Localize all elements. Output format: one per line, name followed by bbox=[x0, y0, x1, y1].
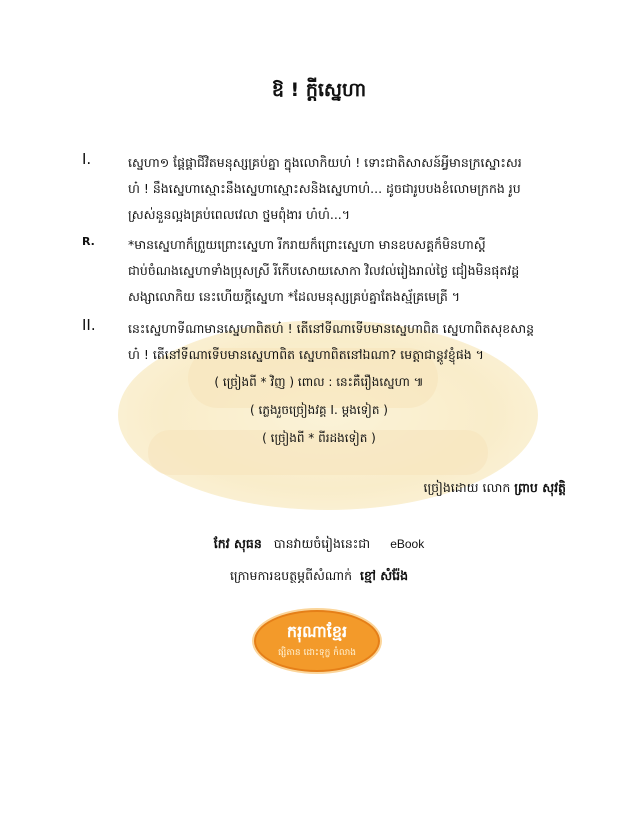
verse-text bbox=[128, 316, 562, 368]
singer-prefix: ច្រៀងដោយ លោក bbox=[423, 480, 511, 495]
typist-name: កែវ សុធន bbox=[213, 536, 262, 551]
verse-text bbox=[128, 150, 562, 228]
lyric-note: ( ច្រៀងពី * ពីរដងទៀត ) bbox=[262, 431, 376, 445]
verse-line: ហ៎ ! តើនៅទីណាទើបមានស្នេហាពិត ស្នេហាពិតនៅឯណា? មេត្តាជាន្តូវខ្ញុំផង ។ bbox=[128, 347, 484, 362]
format-label: eBook bbox=[390, 537, 425, 551]
verse-line: ស្នេហា១ ផ្តែផ្តាជីវិតមនុស្សគ្រប់គ្នា ក្នុងលោកិយហ៎ ! ទោះជាតិសាសន៍អ្វីមានក្រស្នោះសរ bbox=[128, 155, 522, 170]
logo-subtitle: ផ្សិតាន ដោះទុក្ខ កំលាង bbox=[277, 648, 357, 658]
singer-name: ព្រាប សុវត្តិ bbox=[514, 480, 566, 495]
verse-line: ស្រស់នួនល្អងគ្រប់ពេលវេលា ថ្នមពុំងារ ហ៎ហ៎...។ bbox=[128, 207, 351, 222]
typist-text: បានវាយចំរៀងនេះជា bbox=[273, 536, 371, 551]
karuna-khmer-logo bbox=[254, 610, 380, 672]
page-title: ឱ ! ក្តីស្នេហា bbox=[271, 79, 367, 101]
logo-title: ករុណាខ្មែរ bbox=[286, 622, 348, 641]
supervision-credit bbox=[0, 568, 638, 587]
verse-marker: I. bbox=[82, 150, 92, 168]
lyric-note: ( ច្រៀងពី * វិញ ) ពោល : នេះគឺរឿងស្នេហា ៕ bbox=[214, 375, 424, 389]
refrain-line: *មានស្នេហាក៏ព្រួយព្រោះស្នេហា រីករាយក៏ព្រោះស្នេហា មានឧបសគ្គក៏មិនហាស្តី bbox=[128, 237, 486, 252]
singer-credit bbox=[423, 480, 566, 499]
supervisor-name: ខ្មៅ សំរ៉ែង bbox=[360, 568, 409, 583]
refrain-marker: R. bbox=[82, 235, 95, 248]
lyric-note: ( ភ្លេងរួចច្រៀងវគ្គ I. ម្តងទៀត ) bbox=[250, 403, 388, 417]
verse-line: ហ៎ ! នឹងស្នេហាស្មោះនឹងស្នេហាស្មោះសនិងស្នេហាហ៎... ដូចជារូបបងខំលោមក្រកង រូប bbox=[128, 181, 521, 196]
refrain-text bbox=[128, 232, 562, 310]
verse-marker: II. bbox=[82, 316, 96, 334]
typist-credit bbox=[0, 536, 638, 555]
refrain-line: សង្សាលោកិយ នេះហើយក្តីស្នេហា *ដែលមនុស្សគ្រប់គ្នាតែងស្ម័គ្រមេត្រី ។ bbox=[128, 289, 461, 304]
verse-line: នេះស្នេហាទីណាមានស្នេហាពិតហ៎ ! តើនៅទីណាទើបមានស្នេហាពិត ស្នេហាពិតសុខសាន្ត bbox=[128, 321, 535, 336]
refrain-line: ជាប់ចំណងស្នេហាទាំងប្រុសស្រី រីកើបសោយសោកា វិលវល់រៀងរាល់ថ្ងៃ ជៀងមិនផុតវដ្ត bbox=[128, 263, 520, 278]
supervision-text: ក្រោមការឧបត្ថម្ភពីសំណាក់ bbox=[229, 568, 353, 583]
